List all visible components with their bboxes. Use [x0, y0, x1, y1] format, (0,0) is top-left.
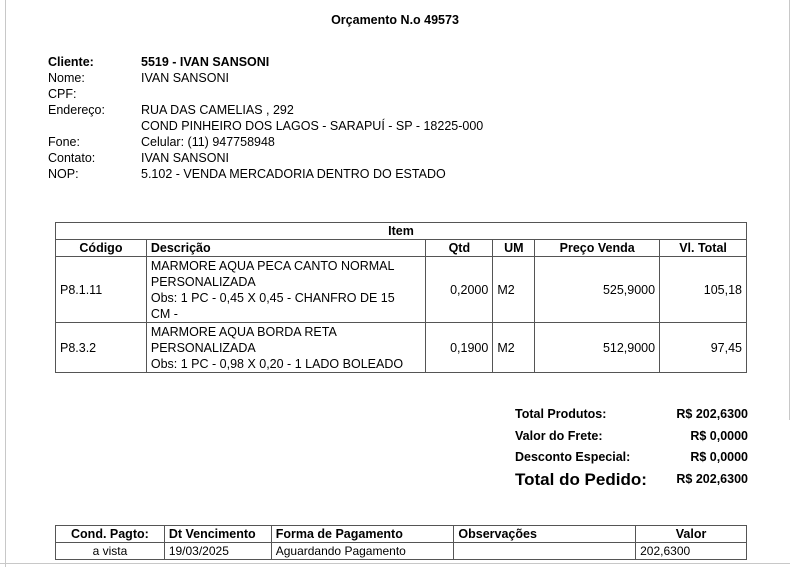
- desc-line: Obs: 1 PC - 0,45 X 0,45 - CHANFRO DE 15: [150, 290, 395, 305]
- row-qtd: 0,2000: [426, 257, 493, 323]
- row-um: M2: [493, 257, 535, 323]
- col-valor: Valor: [636, 526, 747, 543]
- contato-value: IVAN SANSONI: [141, 151, 229, 165]
- desc-line: PERSONALIZADA: [150, 274, 256, 289]
- desc-line: PERSONALIZADA: [150, 340, 256, 355]
- contato-label: Contato:: [48, 151, 96, 165]
- contato-row: [48, 150, 483, 166]
- row-qtd: 0,1900: [426, 323, 493, 373]
- total-produtos-row: [515, 404, 748, 426]
- nome-value: IVAN SANSONI: [141, 71, 229, 85]
- col-cond-pagto: Cond. Pagto:: [56, 526, 165, 543]
- row-codigo: P8.3.2: [56, 323, 147, 373]
- table-row: [56, 323, 747, 373]
- desc-line: MARMORE AQUA BORDA RETA: [150, 324, 337, 339]
- frete-value: R$ 0,0000: [690, 428, 748, 443]
- cliente-value: 5519 - IVAN SANSONI: [141, 55, 270, 69]
- items-group-header: Item: [56, 223, 747, 240]
- total-pedido-label: Total do Pedido:: [515, 469, 647, 489]
- row-total: 105,18: [660, 257, 747, 323]
- col-qtd: Qtd: [426, 240, 493, 257]
- nop-value: 5.102 - VENDA MERCADORIA DENTRO DO ESTADO: [141, 167, 446, 181]
- nop-label: NOP:: [48, 167, 79, 181]
- endereco-row-2: [48, 118, 483, 134]
- col-codigo: Código: [56, 240, 147, 257]
- cliente-label: Cliente:: [48, 55, 94, 69]
- desconto-value: R$ 0,0000: [690, 450, 748, 464]
- items-header-row: [56, 240, 747, 257]
- row-codigo: P8.1.11: [56, 257, 147, 323]
- total-produtos-label: Total Produtos:: [515, 407, 607, 421]
- table-row: [56, 257, 747, 323]
- fone-label: Fone:: [48, 135, 80, 149]
- desconto-row: [515, 447, 748, 469]
- desc-line: Obs: 1 PC - 0,98 X 0,20 - 1 LADO BOLEADO: [150, 356, 404, 371]
- col-um: UM: [493, 240, 535, 257]
- endereco-line2: COND PINHEIRO DOS LAGOS - SARAPUÍ - SP - 18225-000: [141, 119, 484, 133]
- cliente-row: [48, 54, 483, 70]
- row-preco: 512,9000: [535, 323, 660, 373]
- left-border: [5, 0, 6, 567]
- payment-header-row: [56, 526, 747, 543]
- nop-row: [48, 166, 483, 182]
- client-info: [48, 54, 483, 182]
- pay-forma: Aguardando Pagamento: [271, 543, 454, 560]
- col-dt-vencimento: Dt Vencimento: [164, 526, 271, 543]
- bottom-border: [0, 563, 790, 564]
- total-pedido-value: R$ 202,6300: [676, 471, 748, 486]
- col-preco: Preço Venda: [535, 240, 660, 257]
- endereco-label: Endereço:: [48, 103, 105, 117]
- cpf-label: CPF:: [48, 87, 77, 101]
- col-forma-pagamento: Forma de Pagamento: [271, 526, 454, 543]
- total-pedido-row: [515, 469, 748, 491]
- endereco-row: [48, 102, 483, 118]
- desconto-label: Desconto Especial:: [515, 450, 631, 464]
- totals-block: [515, 404, 748, 490]
- pay-cond: a vista: [56, 543, 165, 560]
- desc-line: CM -: [150, 306, 178, 321]
- frete-row: [515, 426, 748, 448]
- payment-table: [55, 525, 747, 560]
- nome-row: [48, 70, 483, 86]
- col-total: Vl. Total: [660, 240, 747, 257]
- pay-vencimento: 19/03/2025: [164, 543, 271, 560]
- pay-valor: 202,6300: [636, 543, 747, 560]
- payment-row: [56, 543, 747, 560]
- row-um: M2: [493, 323, 535, 373]
- frete-label: Valor do Frete:: [515, 428, 603, 443]
- col-descricao: Descrição: [146, 240, 426, 257]
- pay-obs: [454, 543, 636, 560]
- items-table: [55, 222, 747, 373]
- col-observacoes: Observações: [454, 526, 636, 543]
- nome-label: Nome:: [48, 71, 85, 85]
- fone-value: Celular: (11) 947758948: [141, 135, 275, 149]
- row-preco: 525,9000: [535, 257, 660, 323]
- total-produtos-value: R$ 202,6300: [676, 407, 748, 421]
- row-total: 97,45: [660, 323, 747, 373]
- page-title: Orçamento N.o 49573: [331, 13, 459, 27]
- row-descricao: [146, 257, 426, 323]
- desc-line: MARMORE AQUA PECA CANTO NORMAL: [150, 258, 395, 273]
- endereco-line1: RUA DAS CAMELIAS , 292: [141, 103, 294, 117]
- fone-row: [48, 134, 483, 150]
- row-descricao: [146, 323, 426, 373]
- cpf-row: [48, 86, 483, 102]
